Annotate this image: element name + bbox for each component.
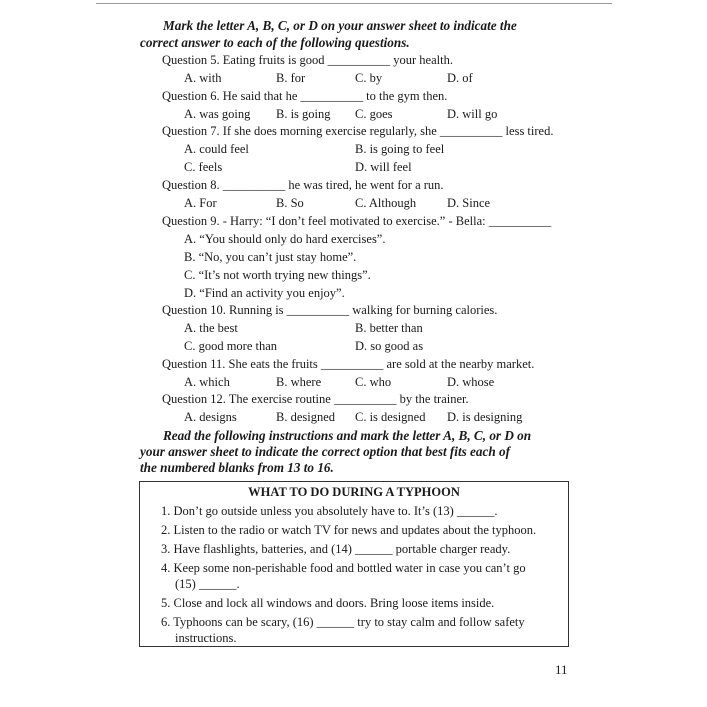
- q7-option-d: D. will feel: [355, 160, 412, 174]
- box-item-6-continued: instructions.: [175, 631, 237, 645]
- q8-option-d: D. Since: [447, 196, 491, 210]
- q9-option-d: D. “Find an activity you enjoy”.: [184, 286, 345, 300]
- q11-option-d: D. whose: [447, 375, 495, 389]
- q5-option-c: C. by: [355, 71, 383, 85]
- top-rule: [96, 3, 612, 4]
- q9-option-b: B. “No, you can’t just stay home”.: [184, 250, 357, 264]
- q6-option-c: C. goes: [355, 107, 393, 121]
- question-8-stem: Question 8. __________ he was tired, he went for a run.: [162, 178, 444, 192]
- q11-option-a: A. which: [184, 375, 230, 389]
- box-item-4: 4. Keep some non-perishable food and bottled water in case you can’t go: [161, 561, 526, 575]
- instructions-2-line-1: Read the following instructions and mark the letter A, B, C, or D on: [163, 428, 532, 443]
- q7-option-a: A. could feel: [184, 142, 249, 156]
- question-6-stem: Question 6. He said that he __________ to the gym then.: [162, 89, 448, 103]
- q10-option-b: B. better than: [355, 321, 423, 335]
- question-10-stem: Question 10. Running is __________ walking for burning calories.: [162, 303, 498, 317]
- box-item-2: 2. Listen to the radio or watch TV for news and updates about the typhoon.: [161, 523, 537, 537]
- box-item-6: 6. Typhoons can be scary, (16) ______ try to stay calm and follow safety: [161, 615, 525, 629]
- box-item-5: 5. Close and lock all windows and doors. Bring loose items inside.: [161, 596, 495, 610]
- instructions-2-line-2: your answer sheet to indicate the correct option that best fits each of: [140, 444, 510, 459]
- question-9-stem: Question 9. - Harry: “I don’t feel motivated to exercise.” - Bella: __________: [162, 214, 552, 228]
- question-12-stem: Question 12. The exercise routine __________ by the trainer.: [162, 392, 469, 406]
- box-item-4-continued: (15) ______.: [175, 577, 240, 591]
- q12-option-a: A. designs: [184, 410, 237, 424]
- q11-option-c: C. who: [355, 375, 392, 389]
- q6-option-a: A. was going: [184, 107, 251, 121]
- q10-option-d: D. so good as: [355, 339, 424, 353]
- instructions-1-line-2: correct answer to each of the following questions.: [140, 35, 410, 50]
- q12-option-d: D. is designing: [447, 410, 523, 424]
- q8-option-a: A. For: [184, 196, 217, 210]
- q5-option-d: D. of: [447, 71, 473, 85]
- q7-option-c: C. feels: [184, 160, 223, 174]
- q7-option-b: B. is going to feel: [355, 142, 445, 156]
- box-item-1: 1. Don’t go outside unless you absolutely have to. It’s (13) ______.: [161, 504, 498, 518]
- q10-option-c: C. good more than: [184, 339, 278, 353]
- q10-option-a: A. the best: [184, 321, 238, 335]
- question-11-stem: Question 11. She eats the fruits __________ are sold at the nearby market.: [162, 357, 535, 371]
- q9-option-a: A. “You should only do hard exercises”.: [184, 232, 386, 246]
- q9-option-c: C. “It’s not worth trying new things”.: [184, 268, 371, 282]
- q8-option-c: C. Although: [355, 196, 417, 210]
- instructions-1-line-1: Mark the letter A, B, C, or D on your answer sheet to indicate the: [163, 18, 517, 33]
- question-7-stem: Question 7. If she does morning exercise regularly, she __________ less tired.: [162, 124, 554, 138]
- q11-option-b: B. where: [276, 375, 322, 389]
- box-title: WHAT TO DO DURING A TYPHOON: [248, 485, 460, 499]
- q8-option-b: B. So: [276, 196, 304, 210]
- instructions-2-line-3: the numbered blanks from 13 to 16.: [140, 460, 334, 475]
- q12-option-c: C. is designed: [355, 410, 426, 424]
- q6-option-b: B. is going: [276, 107, 331, 121]
- q6-option-d: D. will go: [447, 107, 498, 121]
- question-5-stem: Question 5. Eating fruits is good __________ your health.: [162, 53, 453, 67]
- box-item-3: 3. Have flashlights, batteries, and (14) ______ portable charger ready.: [161, 542, 511, 556]
- q12-option-b: B. designed: [276, 410, 336, 424]
- q5-option-b: B. for: [276, 71, 306, 85]
- page-number: 11: [555, 662, 568, 677]
- q5-option-a: A. with: [184, 71, 222, 85]
